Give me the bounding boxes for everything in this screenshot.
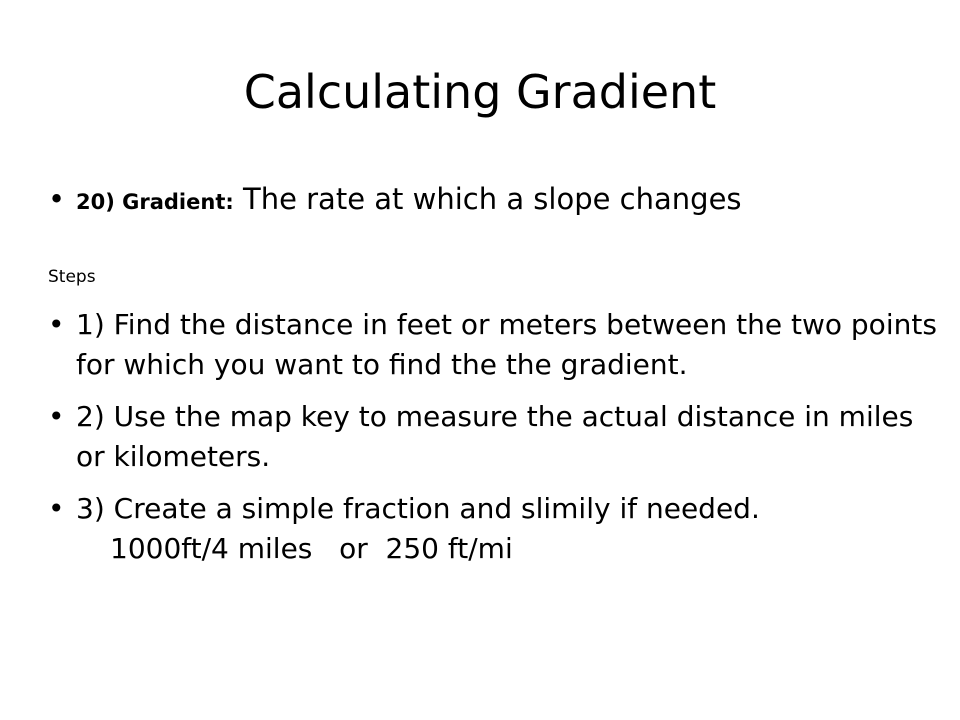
step-1-text: 1) Find the distance in feet or meters between the two points for which you want to find the the gradient. — [76, 308, 937, 381]
bullet-dot: • — [48, 400, 65, 433]
definition-bullet — [48, 176, 938, 225]
step-2-bullet — [48, 397, 938, 477]
step-3-bullet — [48, 489, 938, 569]
steps-label: Steps — [48, 267, 96, 287]
example-calculation: 1000ft/4 miles or 250 ft/mi — [110, 532, 513, 565]
slide-title: Calculating Gradient — [243, 65, 717, 119]
step-3-text: 3) Create a simple fraction and slimily if needed. — [76, 492, 760, 525]
bullet-dot: • — [48, 182, 66, 216]
bullet-dot: • — [48, 308, 65, 341]
slide-body — [48, 176, 938, 581]
definition-text: The rate at which a slope changes — [233, 182, 742, 216]
definition-term: 20) Gradient: — [76, 190, 234, 214]
step-1-bullet — [48, 305, 938, 385]
bullet-dot: • — [48, 492, 65, 525]
step-2-text: 2) Use the map key to measure the actual distance in miles or kilometers. — [76, 400, 914, 473]
